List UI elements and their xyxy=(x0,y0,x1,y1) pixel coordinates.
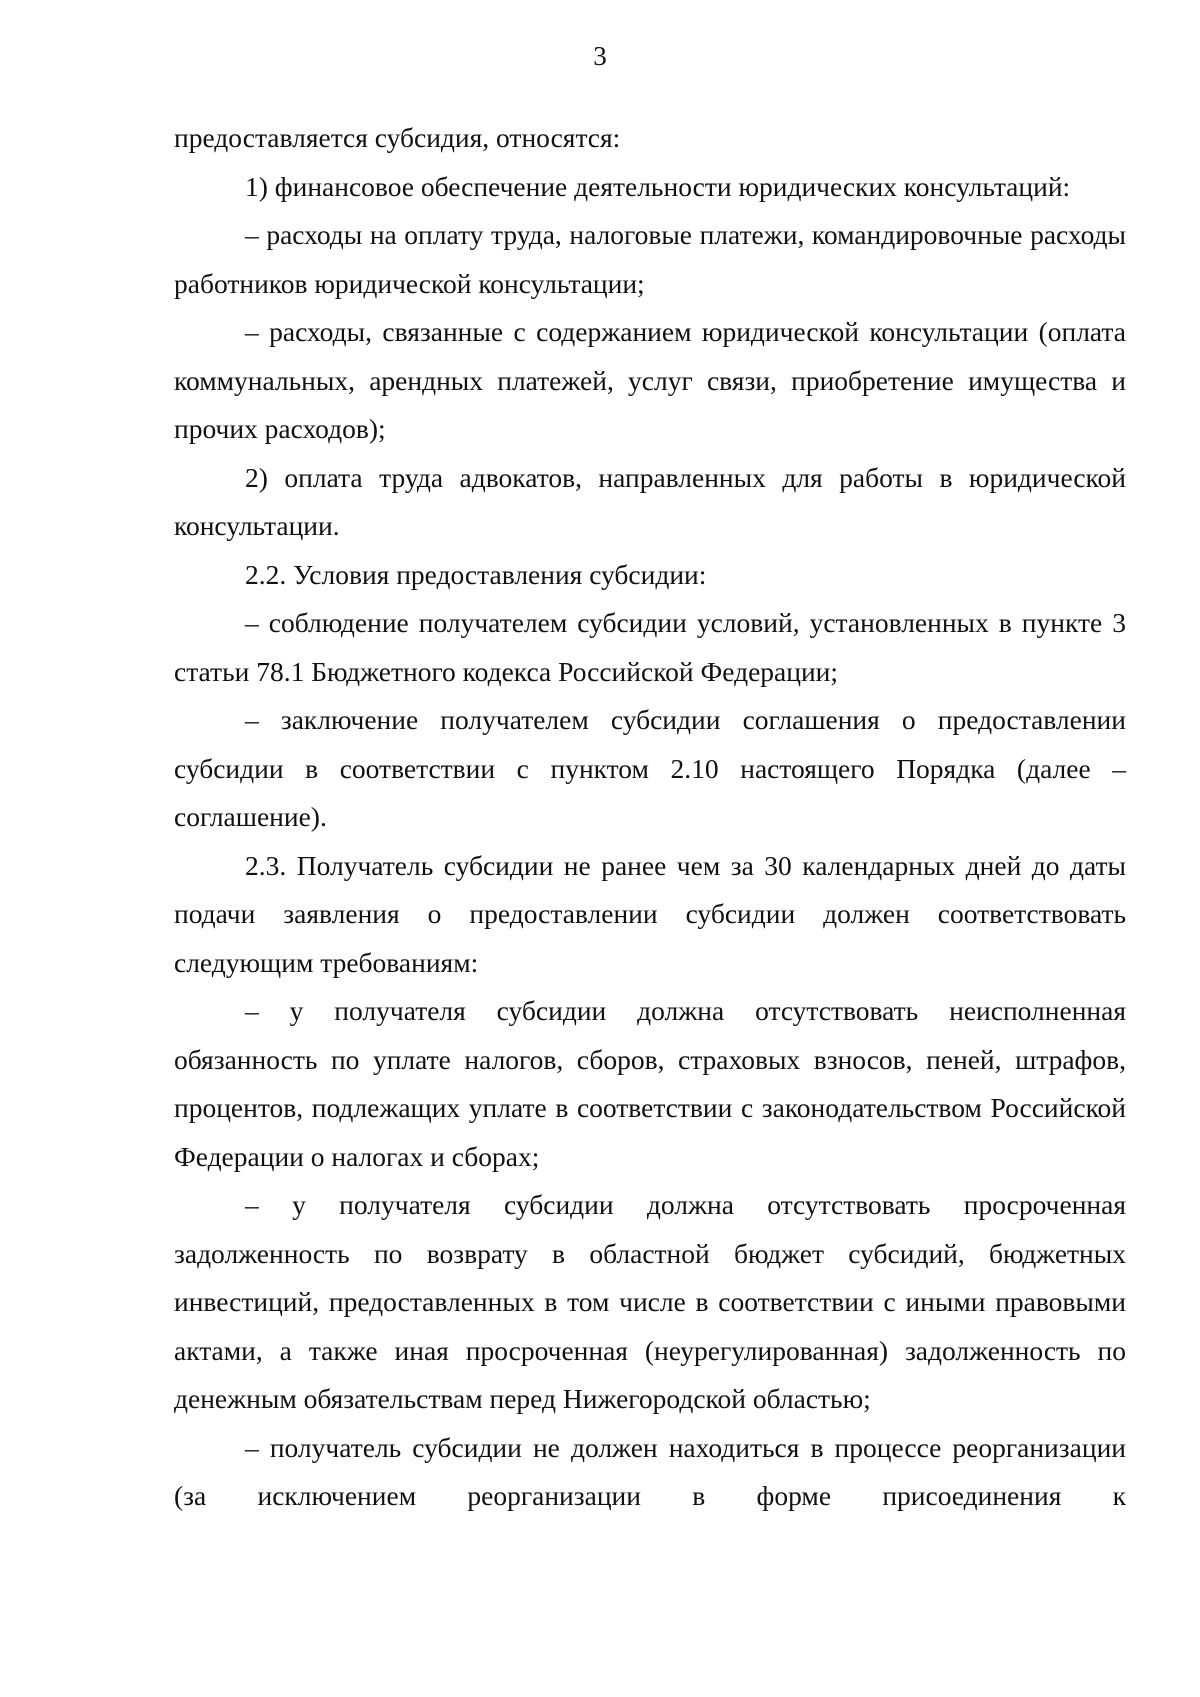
paragraph: – у получателя субсидии должна отсутствовать неисполненная обязанность по уплате налогов, сборов, страховых взносов, пеней, штрафов, процентов, подлежащих уплате в соответствии с законодательством Российской Федерации о налогах и сборах; xyxy=(174,995,1126,1172)
paragraph: – соблюдение получателем субсидии условий, установленных в пункте 3 статьи 78.1 Бюджетного кодекса Российской Федерации; xyxy=(174,607,1126,687)
paragraph: – получатель субсидии не должен находиться в процессе реорганизации (за исключением реорганизации в форме присоединения к xyxy=(174,1431,1126,1511)
paragraph: 2.2. Условия предоставления субсидии: xyxy=(245,558,707,590)
paragraph: 2) оплата труда адвокатов, направленных для работы в юридической консультации. xyxy=(174,461,1126,541)
paragraph: – расходы, связанные с содержанием юридической консультации (оплата коммунальных, арендных платежей, услуг связи, приобретение имущества и прочих расходов); xyxy=(174,316,1126,444)
document-body xyxy=(174,114,1126,1521)
paragraph: предоставляется субсидия, относятся: xyxy=(174,122,621,153)
paragraph: – расходы на оплату труда, налоговые платежи, командировочные расходы работников юридической консультации; xyxy=(174,219,1126,299)
paragraph: – заключение получателем субсидии соглашения о предоставлении субсидии в соответствии с пунктом 2.10 настоящего Порядка (далее – соглашение). xyxy=(174,704,1126,832)
page-number: 3 xyxy=(593,41,607,71)
paragraph: 2.3. Получатель субсидии не ранее чем за 30 календарных дней до даты подачи заявления о предоставлении субсидии должен соответствовать следующим требованиям: xyxy=(174,849,1126,978)
paragraph: 1) финансовое обеспечение деятельности юридических консультаций: xyxy=(245,170,1071,202)
paragraph: – у получателя субсидии должна отсутствовать просроченная задолженность по возврату в областной бюджет субсидий, бюджетных инвестиций, предоставленных в том числе в соответствии с иными правовыми актами, а также иная просроченная (неурегулированная) задолженность по денежным обязательствам перед Нижегородской областью; xyxy=(174,1189,1126,1414)
